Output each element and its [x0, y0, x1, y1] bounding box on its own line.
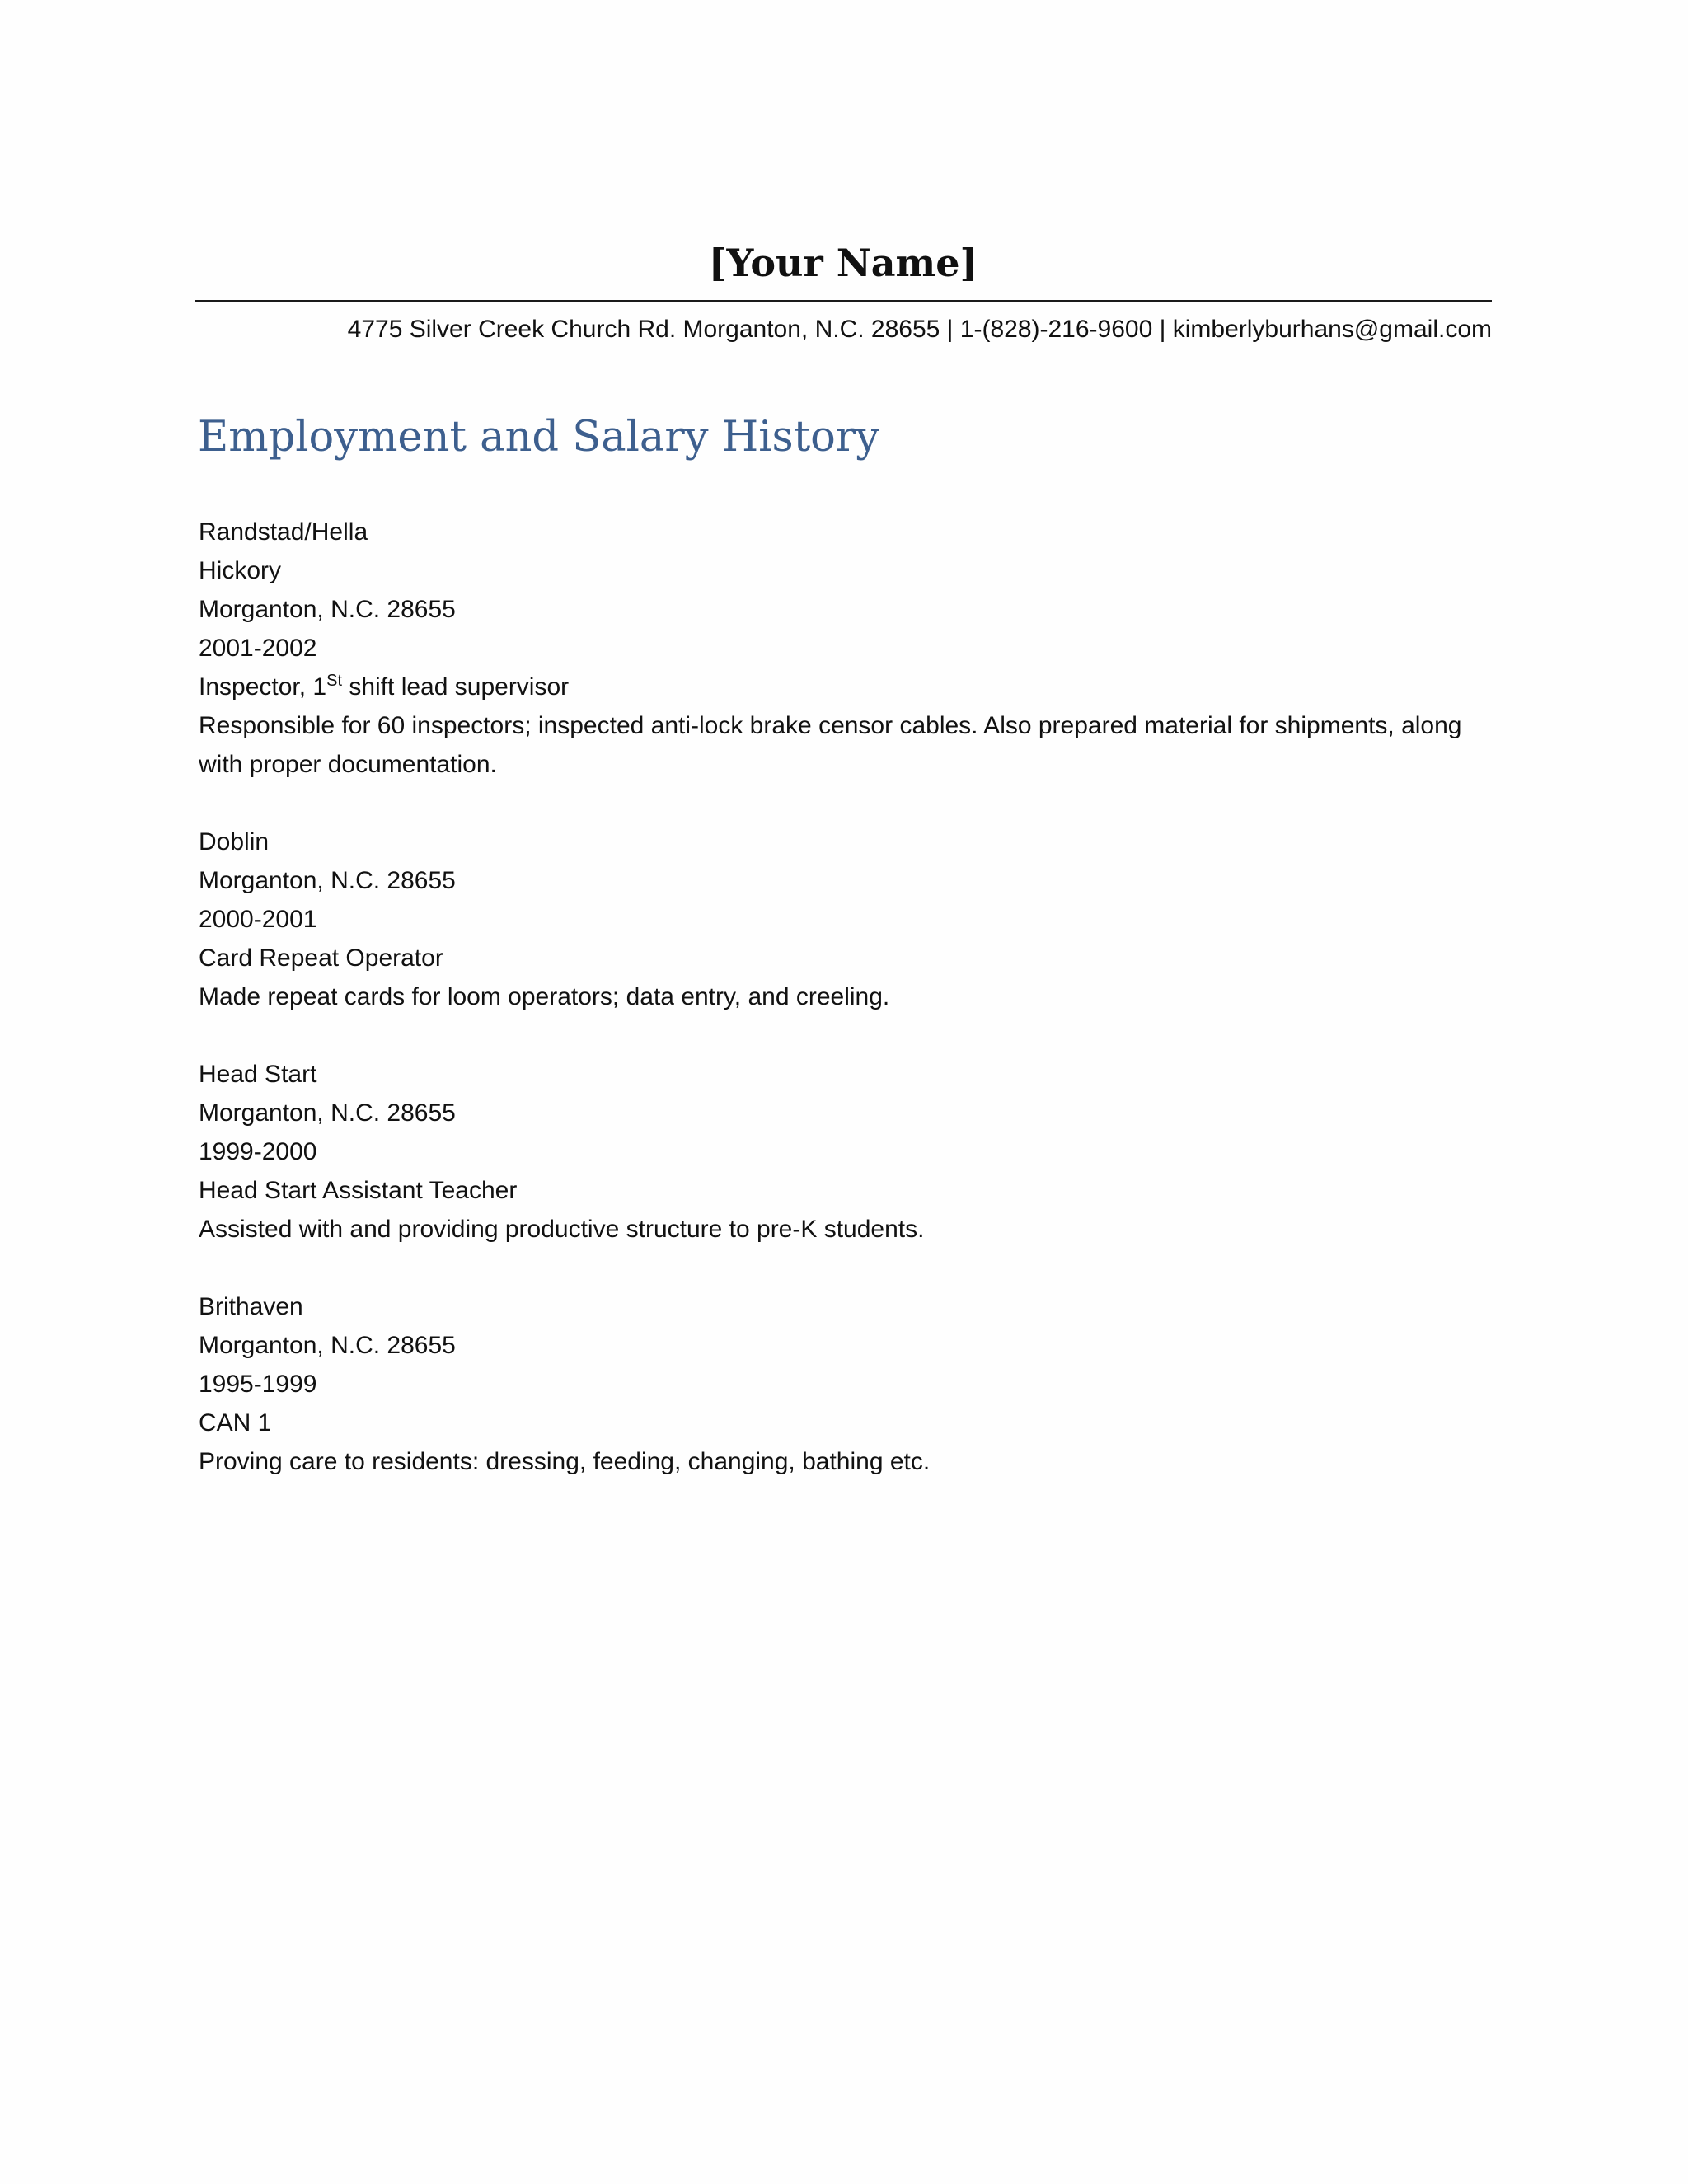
job-company: Head Start	[199, 1061, 317, 1088]
job-entry	[199, 823, 1493, 1016]
job-description: Proving care to residents: dressing, feeding, changing, bathing etc.	[199, 1448, 931, 1475]
employment-list	[199, 513, 1493, 1520]
job-title	[199, 668, 1493, 706]
section-heading: Employment and Salary History	[198, 413, 880, 462]
job-entry	[199, 1287, 1493, 1481]
job-entry	[199, 513, 1493, 784]
job-title: Head Start Assistant Teacher	[199, 1177, 518, 1204]
job-title-prefix: Inspector, 1	[199, 673, 327, 701]
job-description: Made repeat cards for loom operators; data entry, and creeling.	[199, 983, 890, 1010]
job-company: Brithaven	[199, 1293, 303, 1320]
job-dates: 1995-1999	[199, 1371, 317, 1398]
job-company: Randstad/Hella	[199, 518, 368, 546]
job-location: Morganton, N.C. 28655	[199, 1332, 456, 1359]
job-dates: 1999-2000	[199, 1138, 317, 1165]
job-title-superscript: St	[326, 672, 343, 690]
name-divider	[195, 300, 1492, 302]
job-dates: 2001-2002	[199, 635, 317, 662]
job-location: Morganton, N.C. 28655	[199, 867, 456, 894]
job-entry	[199, 1055, 1493, 1249]
job-company: Doblin	[199, 828, 270, 855]
job-location: Morganton, N.C. 28655	[199, 596, 456, 623]
job-location: Morganton, N.C. 28655	[199, 1099, 456, 1127]
job-title: CAN 1	[199, 1409, 272, 1436]
job-dates: 2000-2001	[199, 906, 317, 933]
job-location-extra: Hickory	[199, 557, 282, 584]
job-title: Card Repeat Operator	[199, 944, 443, 972]
job-title-suffix: shift lead supervisor	[342, 673, 570, 701]
job-description: Assisted with and providing productive structure to pre-K students.	[199, 1216, 925, 1243]
job-description: Responsible for 60 inspectors; inspected anti-lock brake censor cables. Also prepared material for shipments, along with proper documentation.	[199, 712, 1462, 778]
contact-line: 4775 Silver Creek Church Rd. Morganton, N.C. 28655 | 1-(828)-216-9600 | kimberlyburhans@gmail.com	[347, 316, 1492, 343]
resume-name: [Your Name]	[708, 241, 978, 285]
